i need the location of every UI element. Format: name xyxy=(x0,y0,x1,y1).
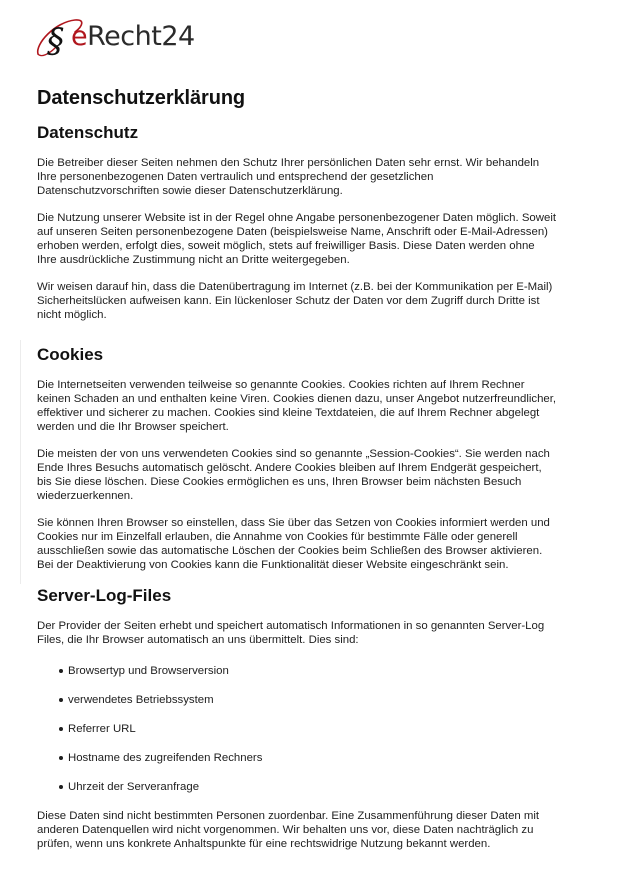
section-datenschutz xyxy=(37,122,557,322)
page-title: Datenschutzerklärung xyxy=(37,87,246,109)
svg-text:§: § xyxy=(47,21,64,61)
paragraph: Die Betreiber dieser Seiten nehmen den Schutz Ihrer persönlichen Daten sehr ernst. Wir behandeln Ihre personenbezogenen Daten vertraulich und entsprechend der gesetzlichen Datenschutzvorschriften sowie dieser Datenschutzerklärung. xyxy=(37,157,540,197)
list-item: Browsertyp und Browserversion xyxy=(37,664,557,678)
bullet-icon xyxy=(59,698,63,702)
privacy-policy-document xyxy=(37,86,557,864)
paragraph: Sie können Ihren Browser so einstellen, dass Sie über das Setzen von Cookies informiert werden und Cookies nur im Einzelfall erlauben, die Annahme von Cookies für bestimmte Fälle oder generell ausschließen sowie das automatische Löschen der Cookies beim Schließen des Browser aktivieren. Bei der Deaktivierung von Cookies kann die Funktionalität dieser Website eingeschränkt sein. xyxy=(37,517,550,571)
paragraph: Wir weisen darauf hin, dass die Datenübertragung im Internet (z.B. bei der Kommunikation per E-Mail) Sicherheitslücken aufweisen kann. Ein lückenloser Schutz der Daten vor dem Zugriff durch Dritte ist nicht möglich. xyxy=(37,281,553,321)
list-item: Uhrzeit der Serveranfrage xyxy=(37,780,557,794)
bullet-icon xyxy=(59,785,63,789)
paragraph: Der Provider der Seiten erhebt und speichert automatisch Informationen in so genannten Server-Log Files, die Ihr Browser automatisch an uns übermittelt. Dies sind: xyxy=(37,620,545,646)
section-heading: Cookies xyxy=(37,345,104,364)
erecht24-logo xyxy=(35,14,205,62)
list-item: verwendetes Betriebssystem xyxy=(37,693,557,707)
bullet-icon xyxy=(59,756,63,760)
server-log-list xyxy=(37,664,557,794)
section-heading: Datenschutz xyxy=(37,123,139,142)
section-divider-line xyxy=(20,340,21,584)
logo-wordmark xyxy=(71,23,195,50)
list-item: Hostname des zugreifenden Rechners xyxy=(37,751,557,765)
paragraph: Die Nutzung unserer Website ist in der Regel ohne Angabe personenbezogener Daten möglich. Soweit auf unseren Seiten personenbezogene Daten (beispielsweise Name, Anschrift oder E-Mail-Adressen) erhoben werden, erfolgt dies, soweit möglich, stets auf freiwilliger Basis. Diese Daten werden ohne Ihre ausdrückliche Zustimmung nicht an Dritte weitergegeben. xyxy=(37,212,557,266)
paragraph: Die Internetseiten verwenden teilweise so genannte Cookies. Cookies richten auf Ihrem Rechner keinen Schaden an und enthalten keine Viren. Cookies dienen dazu, unser Angebot nutzerfreundlicher, effektiver und sicherer zu machen. Cookies sind kleine Textdateien, die auf Ihrem Rechner abgelegt werden und die Ihr Browser speichert. xyxy=(37,379,557,433)
section-server-log-files xyxy=(37,585,557,851)
list-item: Referrer URL xyxy=(37,722,557,736)
logo-e: e xyxy=(71,21,88,52)
paragraph: Diese Daten sind nicht bestimmten Personen zuordenbar. Eine Zusammenführung dieser Daten mit anderen Datenquellen wird nicht vorgenommen. Wir behalten uns vor, diese Daten nachträglich zu prüfen, wenn uns konkrete Anhaltspunkte für eine rechtswidrige Nutzung bekannt werden. xyxy=(37,810,540,850)
bullet-icon xyxy=(59,669,63,673)
section-heading: Server-Log-Files xyxy=(37,586,172,605)
bullet-icon xyxy=(59,727,63,731)
paragraph: Die meisten der von uns verwendeten Cookies sind so genannte „Session-Cookies“. Sie werden nach Ende Ihres Besuchs automatisch gelöscht. Andere Cookies bleiben auf Ihrem Endgerät gespeichert, bis Sie diese löschen. Diese Cookies ermöglichen es uns, Ihren Browser beim nächsten Besuch wiederzuerkennen. xyxy=(37,448,550,502)
logo-name: Recht24 xyxy=(87,21,195,52)
section-cookies xyxy=(37,344,557,572)
